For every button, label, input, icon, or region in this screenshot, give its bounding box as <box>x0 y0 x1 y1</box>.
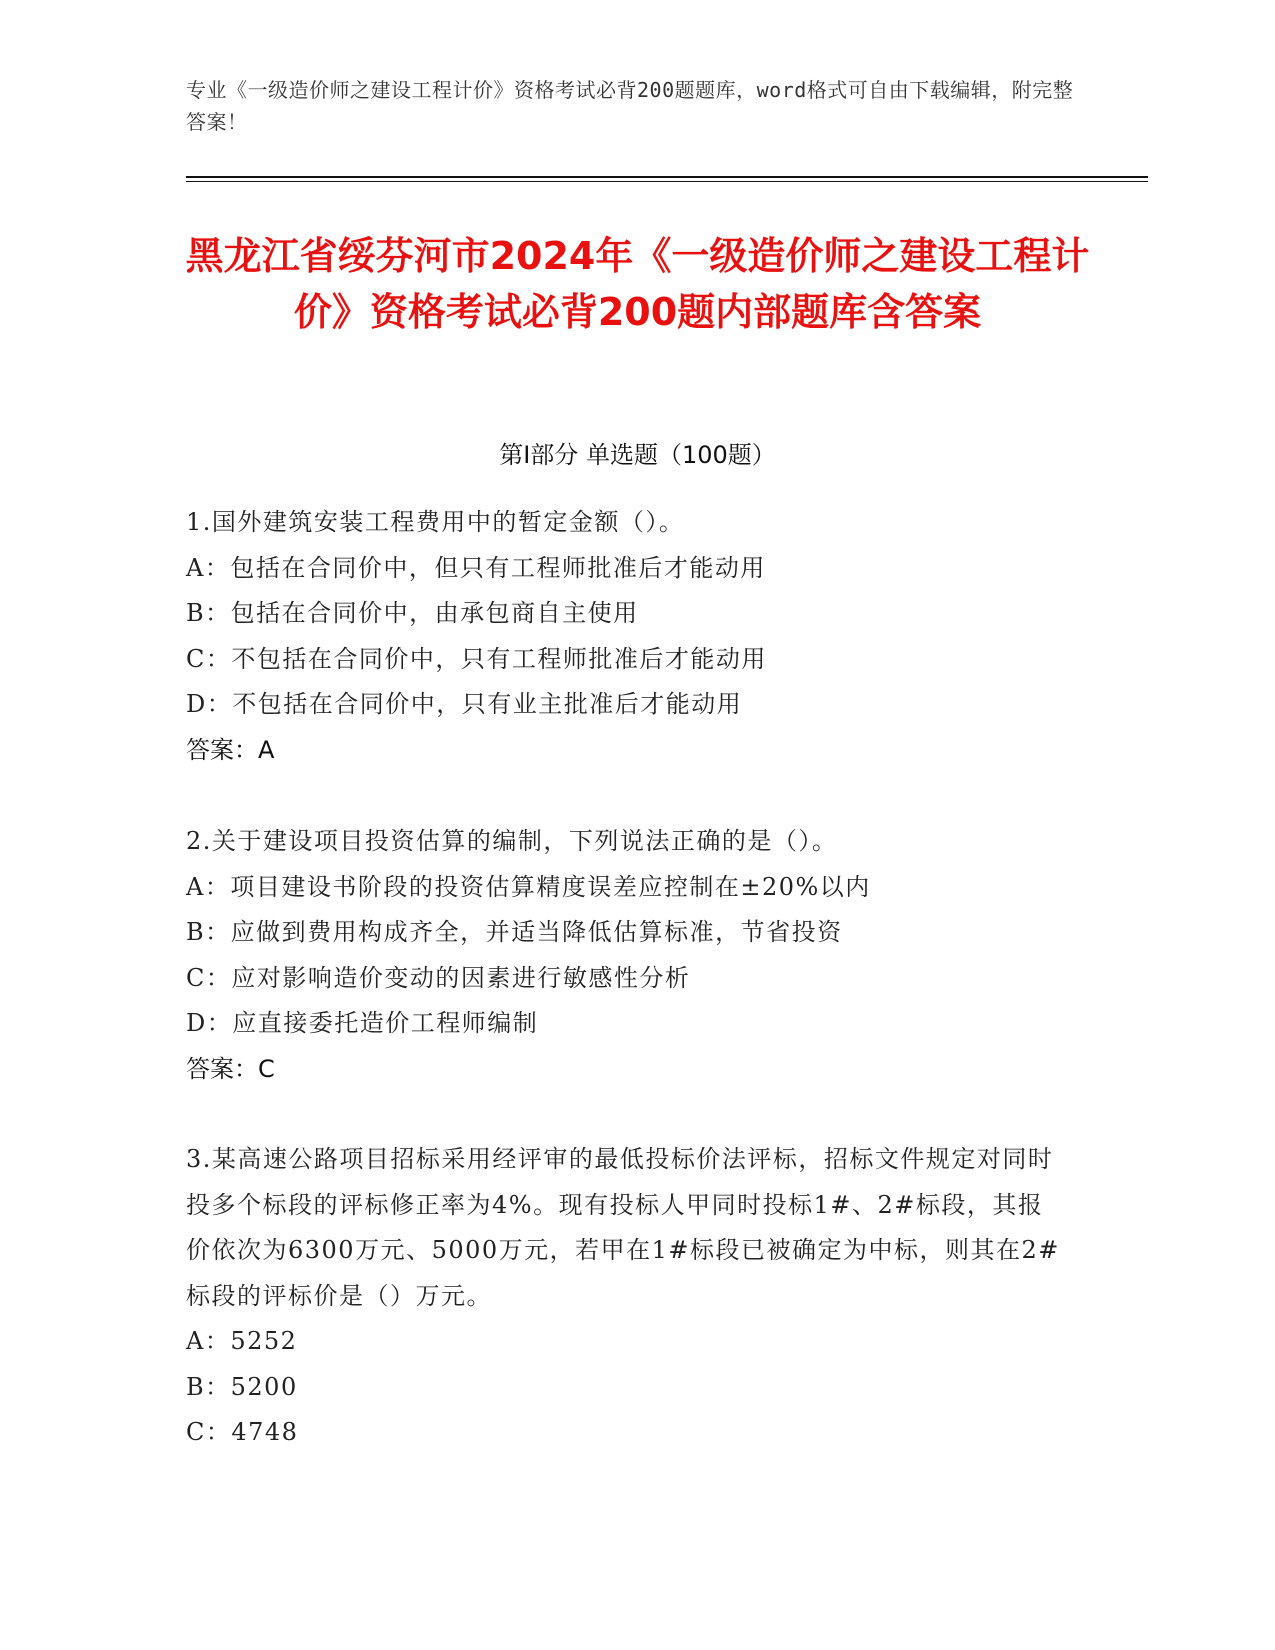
option-d: D：不包括在合同价中，只有业主批准后才能动用 <box>186 690 743 718</box>
option-b: B：包括在合同价中，由承包商自主使用 <box>186 599 639 627</box>
option-a: A：包括在合同价中，但只有工程师批准后才能动用 <box>186 553 766 582</box>
question-stem: 3.某高速公路项目招标采用经评审的最低投标价法评标，招标文件规定对同时投多个标段的评标修正率为4%。现有投标人甲同时投标1#、2#标段，其报价依次为6300万元、5000万元，若甲在1#标段已被确定为中标，则其在2#标段的评标价是（）万元。 <box>186 1145 1060 1310</box>
option-c: C：4748 <box>186 1418 299 1446</box>
document-title: 黑龙江省绥芬河市2024年《一级造价师之建设工程计价》资格考试必背200题内部题库含答案 <box>185 234 1090 334</box>
header-divider-thick <box>186 176 1148 178</box>
section-title: 第I部分 单选题（100题） <box>499 441 776 469</box>
option-c: C：不包括在合同价中，只有工程师批准后才能动用 <box>186 644 767 673</box>
option-b: B：5200 <box>186 1372 298 1401</box>
option-c: C：应对影响造价变动的因素进行敏感性分析 <box>186 963 691 992</box>
question-1 <box>186 500 1066 773</box>
question-stem: 2.关于建设项目投资估算的编制，下列说法正确的是（）。 <box>186 827 838 855</box>
header-divider-thin <box>186 181 1148 182</box>
option-d: D：应直接委托造价工程师编制 <box>186 1009 539 1037</box>
question-2 <box>186 819 1066 1092</box>
answer: 答案：C <box>186 1054 275 1083</box>
answer: 答案：A <box>186 735 275 764</box>
option-a: A：项目建设书阶段的投资估算精度误差应控制在±20%以内 <box>186 872 871 901</box>
option-a: A：5252 <box>186 1327 298 1355</box>
question-3 <box>186 1137 1066 1456</box>
header-note: 专业《一级造价师之建设工程计价》资格考试必背200题题库，word格式可自由下载编辑，附完整答案！ <box>186 78 1074 134</box>
option-b: B：应做到费用构成齐全，并适当降低估算标准，节省投资 <box>186 918 843 946</box>
question-stem: 1.国外建筑安装工程费用中的暂定金额（）。 <box>186 508 685 536</box>
